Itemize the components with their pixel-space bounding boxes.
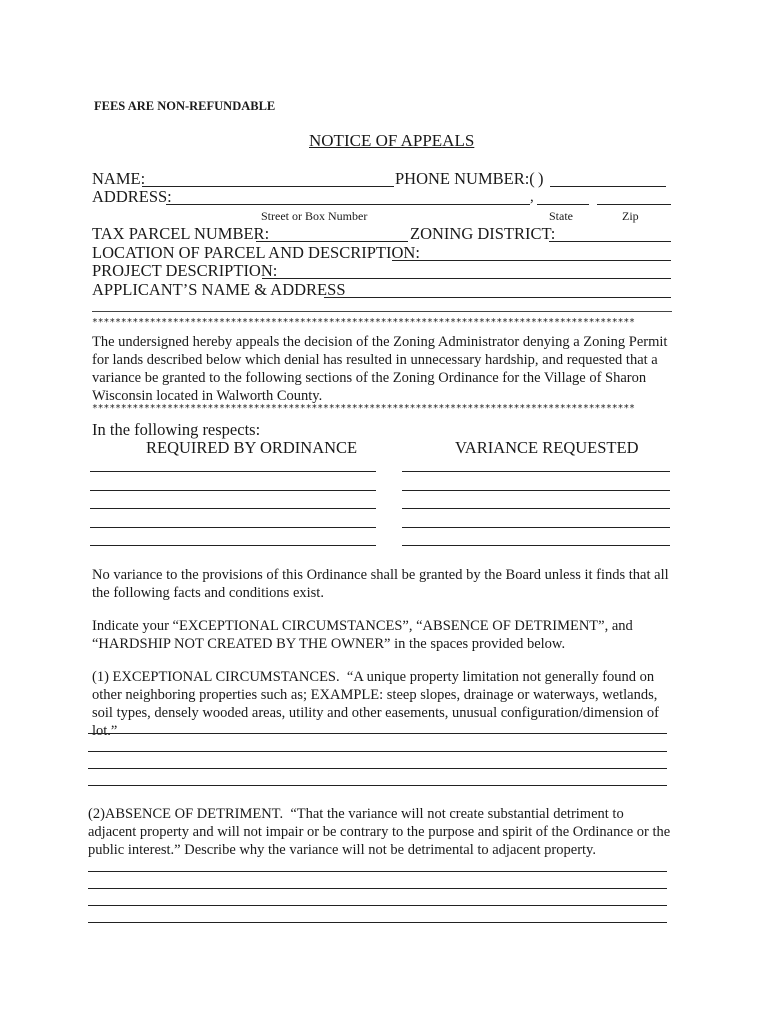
tax-parcel-label: TAX PARCEL NUMBER:	[92, 224, 270, 243]
variance-line-4[interactable]	[402, 527, 670, 528]
section2-heading: (2)ABSENCE OF DETRIMENT.	[88, 806, 284, 822]
variance-line-1[interactable]	[402, 471, 670, 472]
section2-line-3[interactable]	[88, 905, 667, 906]
star-divider-top: **********************************************************************************************	[92, 317, 635, 328]
section1-text: “A unique property limitation not generally found on other neighboring properties such as; EXAMPLE: steep slopes, drainage or waterways, wetlands, soil types, densely wooded areas, utility and other easements, unusual configuration/dimension of lot.”	[92, 669, 659, 739]
applicant-label: APPLICANT’S NAME & ADDRESS	[92, 280, 346, 299]
required-line-4[interactable]	[90, 527, 376, 528]
section1-line-3[interactable]	[88, 768, 667, 769]
address-street-field[interactable]	[166, 204, 530, 205]
section1-line-2[interactable]	[88, 751, 667, 752]
location-field[interactable]	[392, 260, 671, 261]
section2-line-4[interactable]	[88, 922, 667, 923]
appeal-paragraph: The undersigned hereby appeals the decision of the Zoning Administrator denying a Zoning Permit for lands described below which denial has resulted in unnecessary hardship, and requested that a variance be granted to the following sections of the Zoning Ordinance for the Village of Sharon Wisconsin located in Walworth County.	[92, 334, 668, 404]
section1-line-1[interactable]	[88, 733, 667, 734]
required-line-2[interactable]	[90, 490, 376, 491]
phone-field[interactable]	[550, 186, 666, 187]
section1-line-4[interactable]	[88, 785, 667, 786]
project-field[interactable]	[262, 278, 671, 279]
address-comma: ,	[530, 189, 534, 205]
fees-notice: FEES ARE NON-REFUNDABLE	[94, 99, 276, 113]
name-field[interactable]	[142, 186, 394, 187]
section-absence-of-detriment	[88, 805, 672, 859]
variance-line-5[interactable]	[402, 545, 670, 546]
required-line-3[interactable]	[90, 508, 376, 509]
page-title: NOTICE OF APPEALS	[309, 131, 475, 150]
address-state-field[interactable]	[537, 204, 589, 205]
indicate-paragraph: Indicate your “EXCEPTIONAL CIRCUMSTANCES”, “ABSENCE OF DETRIMENT”, and “HARDSHIP NOT CREATED BY THE OWNER” in the spaces provided below.	[92, 618, 633, 652]
location-label: LOCATION OF PARCEL AND DESCRIPTION:	[92, 243, 420, 262]
name-label: NAME:	[92, 169, 146, 188]
zip-hint: Zip	[622, 209, 639, 223]
zoning-district-field[interactable]	[549, 241, 671, 242]
address-zip-field[interactable]	[597, 204, 671, 205]
address-label: ADDRESS:	[92, 187, 172, 206]
phone-close-paren: )	[538, 169, 544, 188]
section2-line-2[interactable]	[88, 888, 667, 889]
section1-heading: (1) EXCEPTIONAL CIRCUMSTANCES.	[92, 669, 340, 685]
section2-line-1[interactable]	[88, 871, 667, 872]
project-label: PROJECT DESCRIPTION:	[92, 261, 278, 280]
phone-label: PHONE NUMBER:(	[395, 169, 535, 188]
state-hint: State	[549, 209, 573, 223]
col-variance-heading: VARIANCE REQUESTED	[455, 438, 639, 457]
tax-parcel-field[interactable]	[256, 241, 408, 242]
no-variance-paragraph: No variance to the provisions of this Ordinance shall be granted by the Board unless it finds that all the following facts and conditions exist.	[92, 567, 669, 601]
star-divider-bottom: **********************************************************************************************	[92, 403, 635, 414]
section2-text: “That the variance will not create substantial detriment to adjacent property and will not impair or be contrary to the purpose and spirit of the Ordinance or the public interest.” Describe why the variance will not be detrimental to adjacent property.	[88, 806, 671, 858]
section-exceptional-circumstances	[92, 668, 672, 740]
divider-line	[92, 311, 672, 312]
required-line-5[interactable]	[90, 545, 376, 546]
variance-line-3[interactable]	[402, 508, 670, 509]
col-required-heading: REQUIRED BY ORDINANCE	[146, 438, 358, 457]
required-line-1[interactable]	[90, 471, 376, 472]
variance-line-2[interactable]	[402, 490, 670, 491]
respects-intro: In the following respects:	[92, 420, 261, 439]
street-hint: Street or Box Number	[261, 209, 368, 223]
applicant-field[interactable]	[324, 297, 671, 298]
zoning-district-label: ZONING DISTRICT:	[410, 224, 556, 243]
